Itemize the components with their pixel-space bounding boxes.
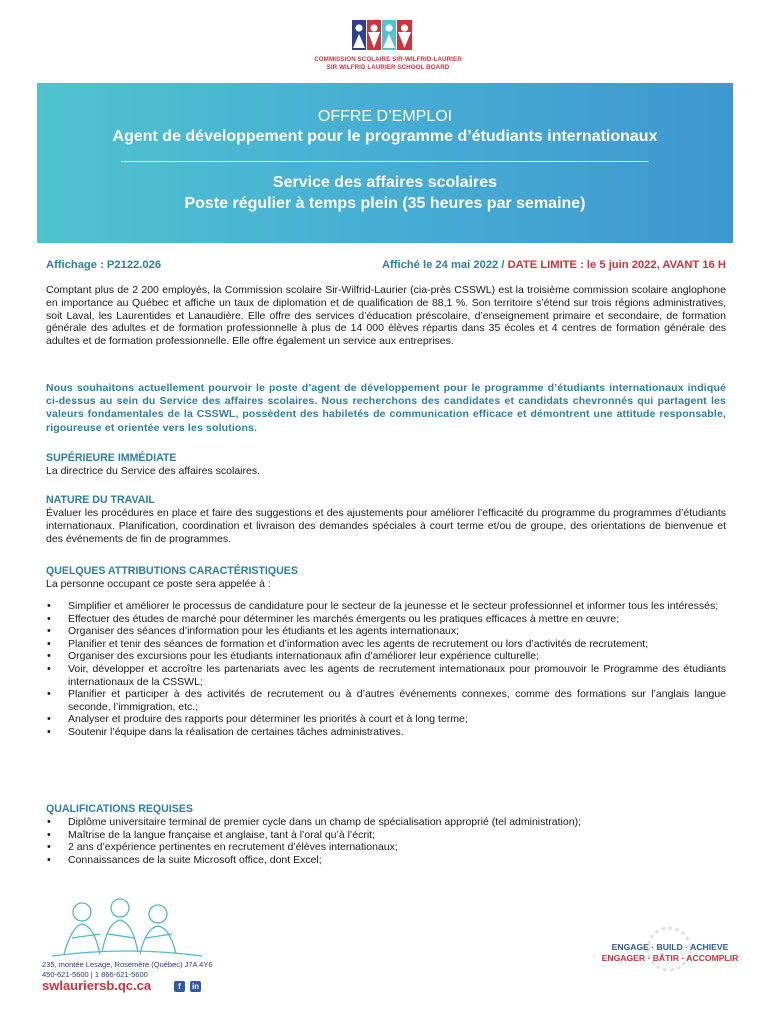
footer-address [42,960,213,980]
duty-item: • Planifier et participer à des activités de recrutement ou à d’autres événements connexes, comme des formations sur l’anglais langue seconde, l’immigration, etc.; [46,688,726,713]
school-board-logo [350,18,414,52]
slogan-fr: ENGAGER · BÂTIR · ACCOMPLIR [601,953,739,963]
organization-name-en: SIR WILFRID LAURIER SCHOOL BOARD [326,63,450,71]
duty-item: • Planifier et tenir des séances de formation et d’information avec les agents de recrutement ou lors d’activités de recrutement; [46,638,726,651]
facebook-icon[interactable]: f [174,981,185,992]
intro-paragraph: Comptant plus de 2 200 employés, la Commission scolaire Sir-Wilfrid-Laurier (cia-près CSSWL) est la troisième commission scolaire anglophone en importance au Québec et affiche un taux de diplomation et de qualification de 88,1 %. Son territoire s’étend sur trois régions administratives, soit Laval, les Laurentides et Lanaudière. Elle offre des services d’éducation préscolaire, d’enseignement primaire et secondaire, de formation générale des adultes et de formation professionnelle à plus de 14 000 élèves répartis dans 35 écoles et 4 centres de formation générale des adultes et de formation professionnelle. Elle offre également un service aux entreprises. [46,284,726,348]
students-illustration [42,894,212,960]
duty-item: • Voir, développer et accroître les partenariats avec les agents de recrutement internationaux pour promouvoir le Programme des étudiants internationaux de la CSSWL; [46,663,726,688]
superior-heading: SUPÉRIEURE IMMÉDIATE [46,452,177,464]
duty-item: • Soutenir l’équipe dans la réalisation de certaines tâches administratives. [46,726,726,739]
call-paragraph: Nous souhaitons actuellement pourvoir le poste d’agent de développement pour le programme d’étudiants internationaux indiqué ci-dessus au sein du Service des affaires scolaires. Nous recherchons des candidates et candidats chevronnés qui partagent les valeurs fondamentales de la CSSWL, possèdent des habiletés de communication efficace et démontrent une attitude responsable, rigoureuse et orientée vers les solutions. [46,382,726,434]
slogan-en: ENGAGE · BUILD · ACHIEVE [611,942,729,952]
qualification-item: • Connaissances de la suite Microsoft office, dont Excel; [46,854,726,867]
duties-lead: La personne occupant ce poste sera appelée à : [46,578,271,590]
deadline: DATE LIMITE : le 5 juin 2022, AVANT 16 H [507,259,726,271]
nature-heading: NATURE DU TRAVAIL [46,494,155,506]
duty-item: • Organiser des excursions pour les étudiants internationaux afin d’améliorer leur expérience culturelle; [46,650,726,663]
duty-item: • Analyser et produire des rapports pour déterminer les priorités à court et à long terme; [46,713,726,726]
posting-reference: Affichage : P2122.026 [46,259,162,271]
job-offer-label: OFFRE D’EMPLOI [317,108,453,125]
duty-item: • Organiser des séances d’information pour les étudiants et les agents internationaux; [46,625,726,638]
linkedin-icon[interactable]: in [191,982,200,991]
posted-date: Affiché le 24 mai 2022 / [381,259,508,271]
posting-info [46,259,726,273]
qualification-item: • Diplôme universitaire terminal de premier cycle dans un champ de spécialisation approprié (tel administration); [46,816,726,829]
organization-name-fr: COMMISSION SCOLAIRE SIR-WILFRID-LAURIER [314,56,462,63]
department: Service des affaires scolaires [272,174,498,191]
superior-text: La directrice du Service des affaires scolaires. [46,465,260,477]
qualification-item: • Maîtrise de la langue française et anglaise, tant à l’oral qu’à l’écrit; [46,829,726,842]
website-link[interactable]: swlauriersb.qc.ca [42,978,152,993]
organization-name [288,56,488,71]
duties-heading: QUELQUES ATTRIBUTIONS CARACTÉRISTIQUES [46,565,298,577]
job-title: Agent de développement pour le programme d’étudiants internationaux [112,128,658,145]
duties-list [46,600,726,739]
banner-divider [121,161,649,162]
qualification-item: • 2 ans d’expérience pertinentes en recrutement d’élèves internationaux; [46,841,726,854]
street-address: 235, montée Lesage, Rosemère (Québec) J7A 4Y6 [42,960,213,969]
slogan [590,942,750,964]
position-type: Poste régulier à temps plein (35 heures par semaine) [184,195,586,212]
nature-text: Évaluer les procédures en place et faire des suggestions et des ajustements pour améliorer l’efficacité du programme du programmes d’étudiants internationaux. Planification, coordination et livraison des demandes spéciales à court terme et/ou de groupe, des orientations de bienvenue et des événements de fin de programmes. [46,507,726,545]
title-banner [37,83,733,243]
qualifications-heading: QUALIFICATIONS REQUISES [46,803,193,815]
phone-numbers: 450-621-5600 | 1 866-621-5600 [42,970,148,979]
posting-dates [382,259,726,271]
duty-item: • Simplifier et améliorer le processus de candidature pour le secteur de la jeunesse et le secteur professionnel et informer tous les intéressés; [46,600,726,613]
duty-item: • Effectuer des études de marché pour déterminer les marchés émergents ou les pratiques efficaces à mettre en œuvre; [46,613,726,626]
qualifications-list [46,816,726,866]
